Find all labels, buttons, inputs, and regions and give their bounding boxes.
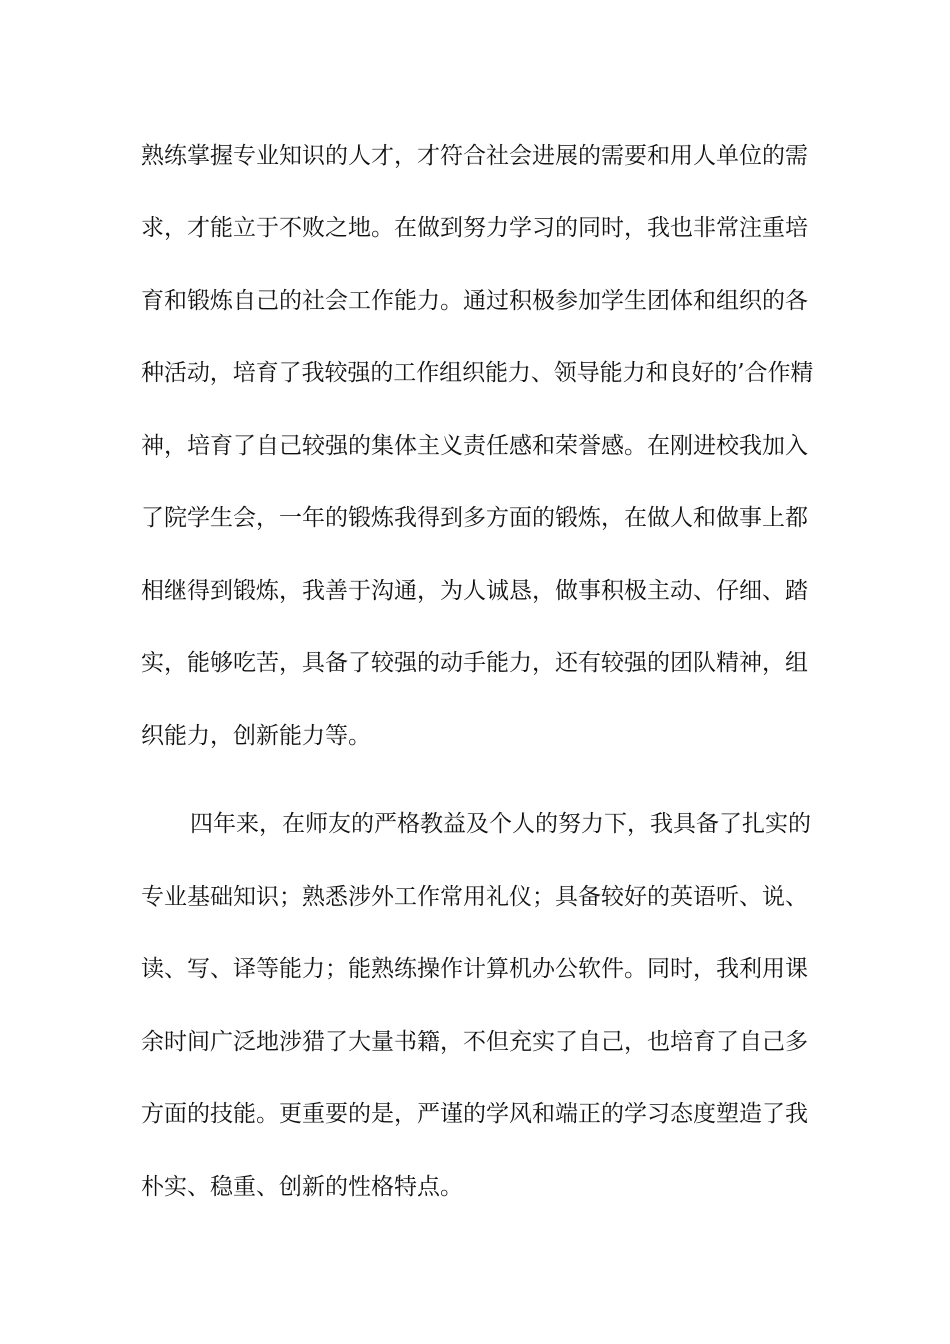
text-line: 余时间广泛地涉猎了大量书籍，不但充实了自己，也培育了自己多	[141, 1029, 808, 1055]
text-line: 神，培育了自己较强的集体主义责任感和荣誉感。在刚进校我加入	[141, 433, 808, 459]
text-line: 四年来，在师友的严格教益及个人的努力下，我具备了扎实的	[190, 811, 811, 837]
text-line: 实，能够吃苦，具备了较强的动手能力，还有较强的团队精神，组	[141, 650, 808, 676]
text-line: 相继得到锻炼，我善于沟通，为人诚恳，做事积极主动、仔细、踏	[141, 578, 808, 604]
text-line: 了院学生会，一年的锻炼我得到多方面的锻炼，在做人和做事上都	[141, 505, 808, 531]
text-line: 朴实、稳重、创新的性格特点。	[141, 1174, 463, 1200]
text-line: 熟练掌握专业知识的人才，才符合社会进展的需要和用人单位的需	[141, 143, 808, 169]
text-line: 种活动，培育了我较强的工作组织能力、领导能力和良好的’合作精	[141, 360, 814, 386]
text-line: 求，才能立于不败之地。在做到努力学习的同时，我也非常注重培	[141, 215, 808, 241]
text-line: 读、写、译等能力；能熟练操作计算机办公软件。同时，我利用课	[141, 956, 808, 982]
text-line: 方面的技能。更重要的是，严谨的学风和端正的学习态度塑造了我	[141, 1101, 808, 1127]
text-line: 育和锻炼自己的社会工作能力。通过积极参加学生团体和组织的各	[141, 288, 808, 314]
text-line: 专业基础知识；熟悉涉外工作常用礼仪；具备较好的英语听、说、	[141, 884, 808, 910]
text-line: 织能力，创新能力等。	[141, 723, 371, 749]
